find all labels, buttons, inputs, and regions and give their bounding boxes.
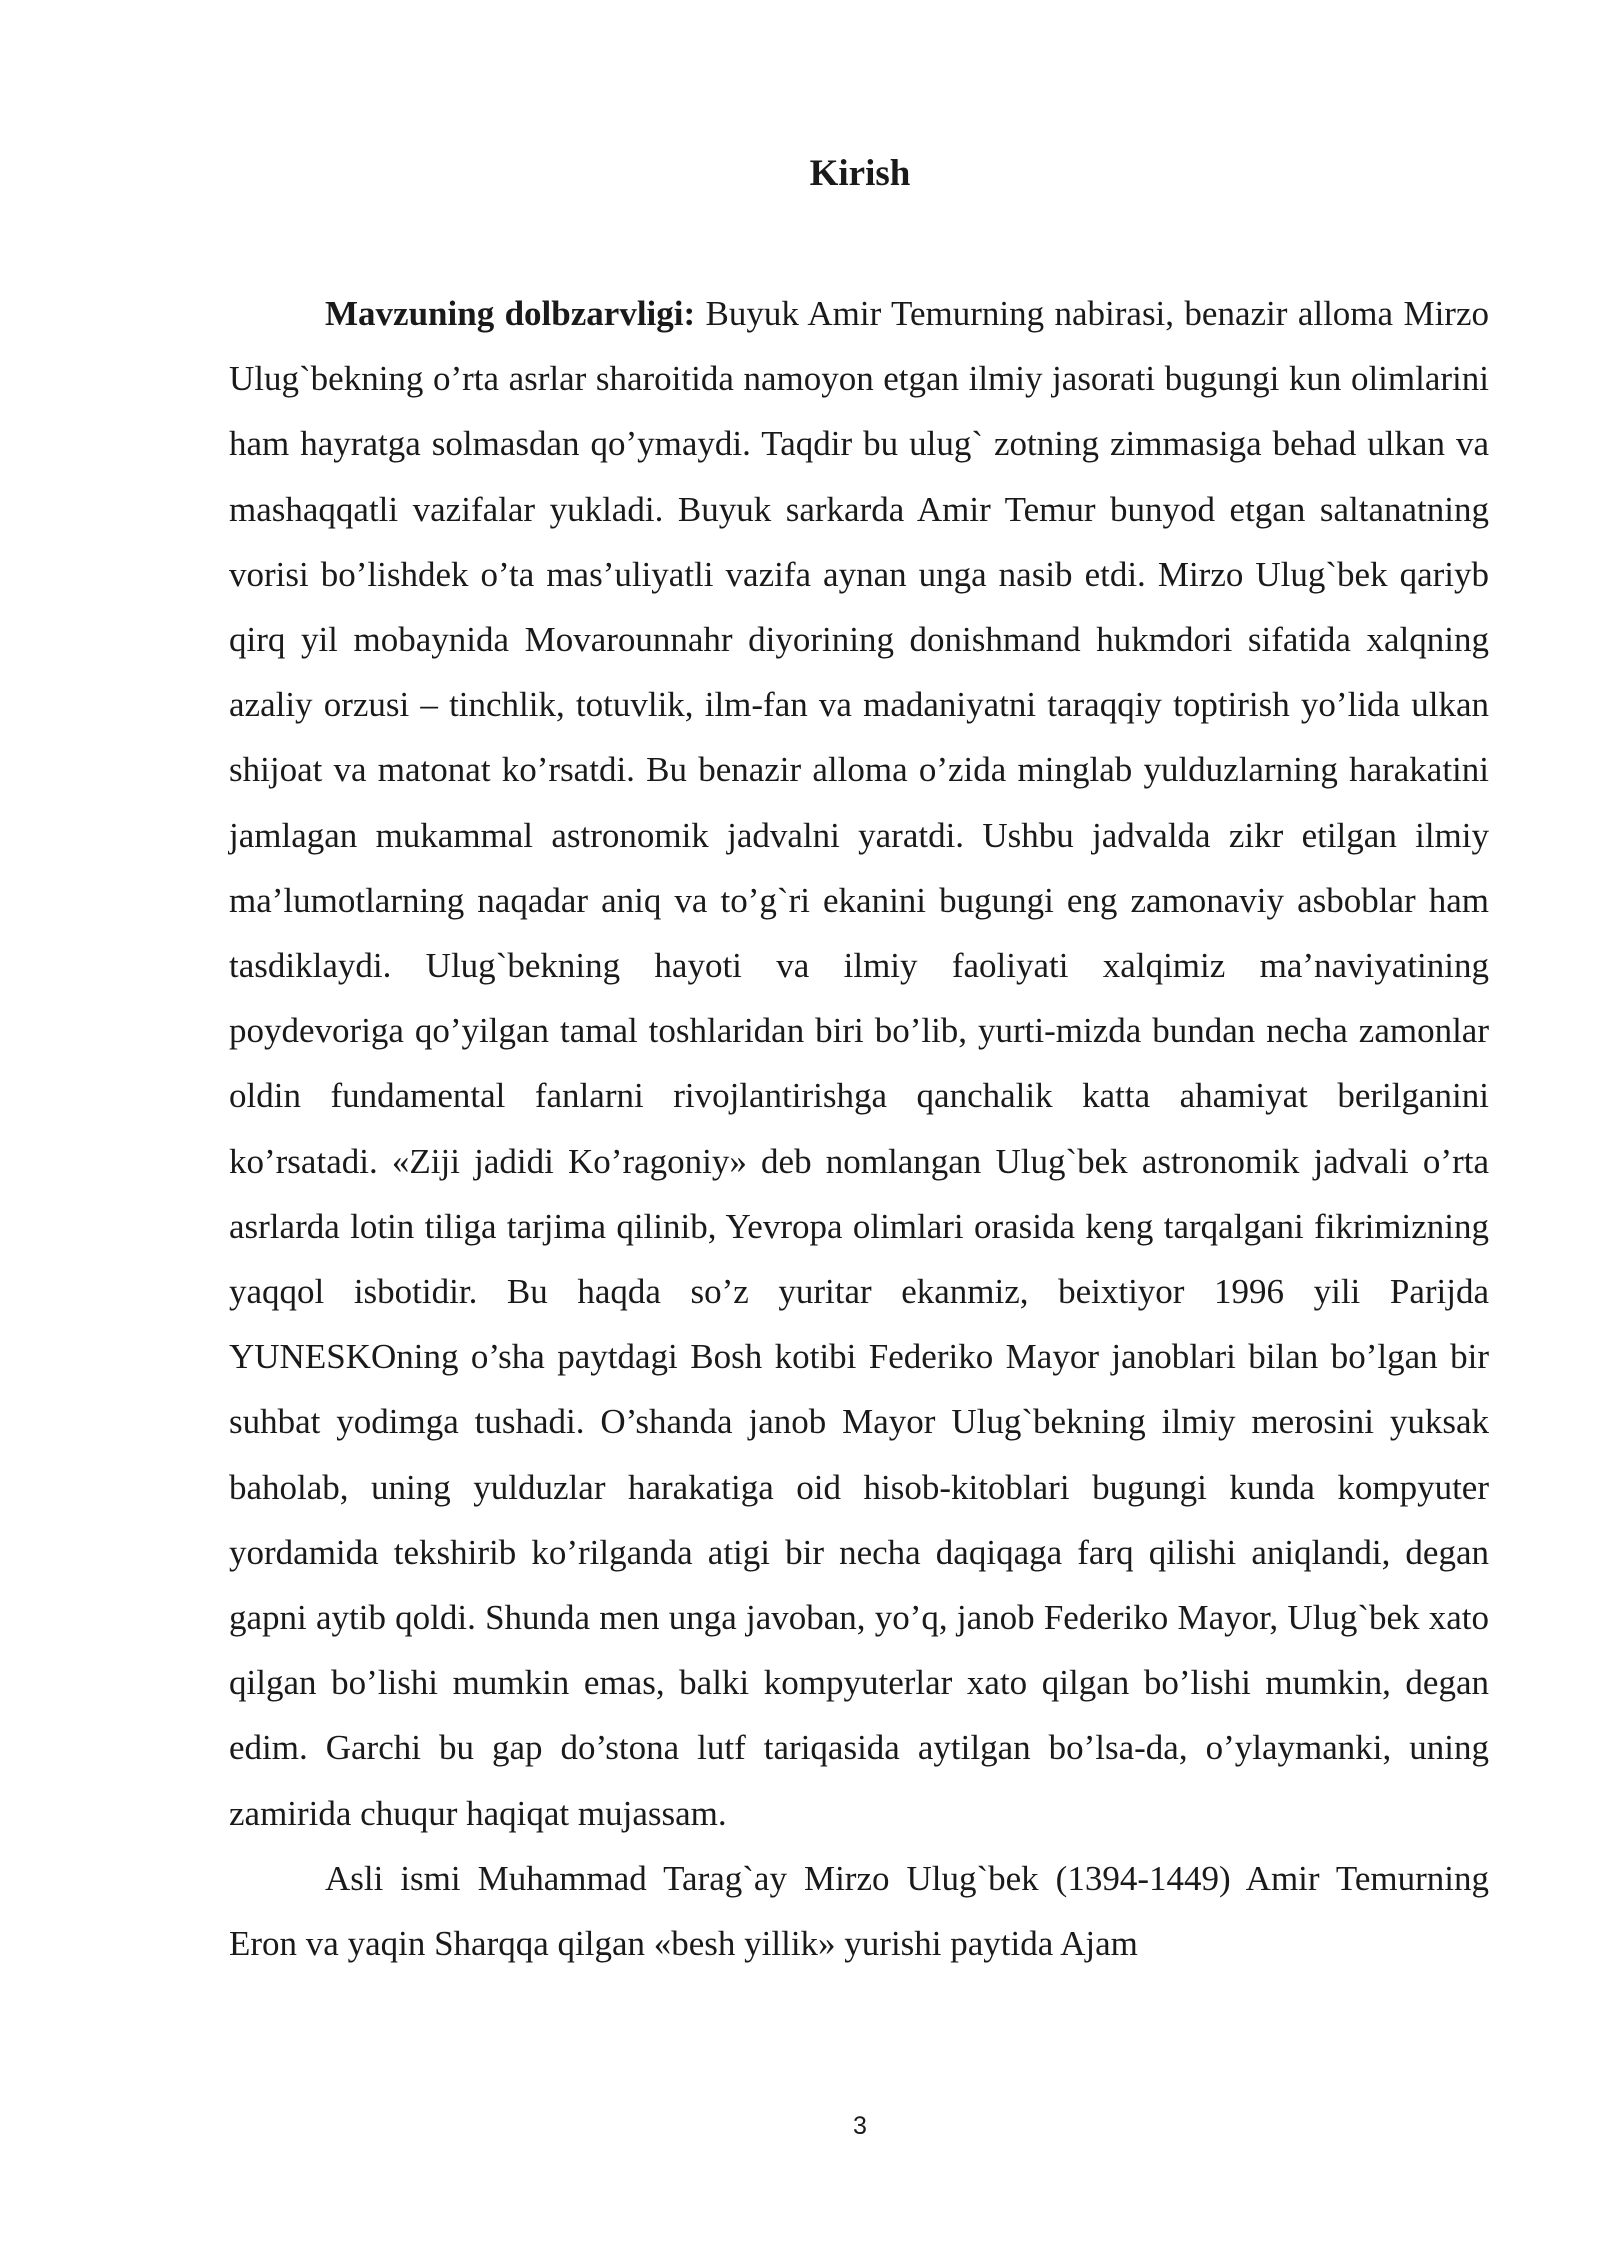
paragraph-text: Buyuk Amir Temurning nabirasi, benazir alloma Mirzo Ulug`bekning o’rta asrlar sharoitida namoyon etgan ilmiy jasorati bugungi kun olimlarini ham hayratga solmasdan qo’ymaydi. Taqdir bu ulug` zotning zimmasiga behad ulkan va mashaqqatli vazifalar yukladi. Buyuk sarkarda Amir Temur bunyod etgan saltanatning vorisi bo’lishdek o’ta mas’uliyatli vazifa aynan unga nasib etdi. Mirzo Ulug`bek qariyb qirq yil mobaynida Movarounnahr diyorining donishmand hukmdori sifatida xalqning azaliy orzusi – tinchlik, totuvlik, ilm-fan va madaniyatni taraqqiy toptirish yo’lida ulkan shijoat va matonat ko’rsatdi. Bu benazir alloma o’zida minglab yulduzlarning harakatini jamlagan mukammal astronomik jadvalni yaratdi. Ushbu jadvalda zikr etilgan ilmiy ma’lumotlarning naqadar aniq va to’g`ri ekanini bugungi eng zamonaviy asboblar ham tasdiklaydi. Ulug`bekning hayoti va ilmiy faoliyati xalqimiz ma’naviyatining poydevoriga qo’yilgan tamal toshlaridan biri bo’lib, yurti-mizda bundan necha zamonlar oldin fundamental fanlarni rivojlantirishga qanchalik katta ahamiyat berilganini ko’rsatadi. «Ziji jadidi Ko’ragoniy» deb nomlangan Ulug`bek astronomik jadvali o’rta asrlarda lotin tiliga tarjima qilinib, Yevropa olimlari orasida keng tarqalgani fikrimizning yaqqol isbotidir. Bu haqda so’z yuritar ekanmiz, beixtiyor 1996 yili Parijda YUNESKOning o’sha paytdagi Bosh kotibi Federiko Mayor janoblari bilan bo’lgan bir suhbat yodimga tushadi. O’shanda janob Mayor Ulug`bekning ilmiy merosini yuksak baholab, uning yulduzlar harakatiga oid hisob-kitoblari bugungi kunda kompyuter yordamida tekshirib ko’rilganda atigi bir necha daqiqaga farq qilishi aniqlandi, degan gapni aytib qoldi. Shunda men unga javoban, yo’q, janob Federiko Mayor, Ulug`bek xato qilgan bo’lishi mumkin emas, balki kompyuterlar xato qilgan bo’lishi mumkin, degan edim. Garchi bu gap do’stona lutf tariqasida aytilgan bo’lsa-da, o’ylaymanki, uning zamirida chuqur haqiqat mujassam. (229, 294, 1489, 1833)
paragraph-lead: Mavzuning dolbzarvligi: (325, 294, 696, 333)
paragraph-text: Asli ismi Muhammad Tarag`ay Mirzo Ulug`bek (1394-1449) Amir Temurning Eron va yaqin Sharqqa qilgan «besh yillik» yurishi paytida Ajam (229, 1858, 1489, 1964)
body-text (229, 281, 1489, 1976)
paragraph-1 (229, 281, 1489, 1846)
page-title: Kirish (809, 153, 911, 194)
paragraph-2 (229, 1846, 1489, 1976)
page-number: 3 (853, 2112, 867, 2140)
